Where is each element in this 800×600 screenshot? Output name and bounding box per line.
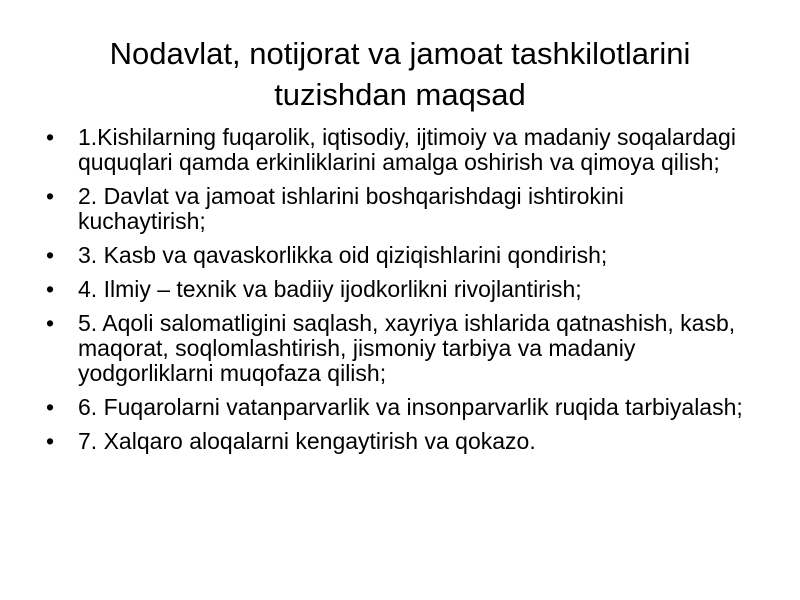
list-item (46, 277, 746, 302)
slide-title: Nodavlat, notijorat va jamoat tashkilotlarini tuzishdan maqsad (109, 36, 691, 112)
list-item (46, 395, 746, 420)
list-item-text: 7. Xalqaro aloqalarni kengaytirish va qokazo. (78, 428, 536, 454)
bullet-list (46, 125, 746, 463)
bullet-icon: • (46, 310, 55, 336)
list-item-text: 5. Aqoli salomatligini saqlash, xayriya ishlarida qatnashish, kasb, maqorat, soqlomlashtirish, jismoniy tarbiya va madaniy yodgorliklarni muqofaza qilish; (78, 310, 736, 386)
bullet-icon: • (46, 276, 55, 302)
list-item (46, 125, 746, 175)
bullet-icon: • (46, 242, 55, 268)
list-item (46, 184, 746, 234)
bullet-icon: • (46, 428, 55, 454)
list-item-text: 1.Kishilarning fuqarolik, iqtisodiy, ijtimoiy va madaniy soqalardagi ququqlari qamda erkinliklarini amalga oshirish va qimoya qilish; (78, 124, 736, 175)
list-item (46, 311, 746, 386)
list-item-text: 2. Davlat va jamoat ishlarini boshqarishdagi ishtirokini kuchaytirish; (78, 183, 624, 234)
bullet-icon: • (46, 183, 55, 209)
bullet-icon: • (46, 124, 55, 150)
list-item (46, 429, 746, 454)
bullet-icon: • (46, 394, 55, 420)
list-item (46, 243, 746, 268)
list-item-text: 4. Ilmiy – texnik va badiiy ijodkorlikni rivojlantirish; (78, 276, 582, 302)
list-item-text: 3. Kasb va qavaskorlikka oid qiziqishlarini qondirish; (78, 242, 608, 268)
list-item-text: 6. Fuqarolarni vatanparvarlik va insonparvarlik ruqida tarbiyalash; (78, 394, 743, 420)
